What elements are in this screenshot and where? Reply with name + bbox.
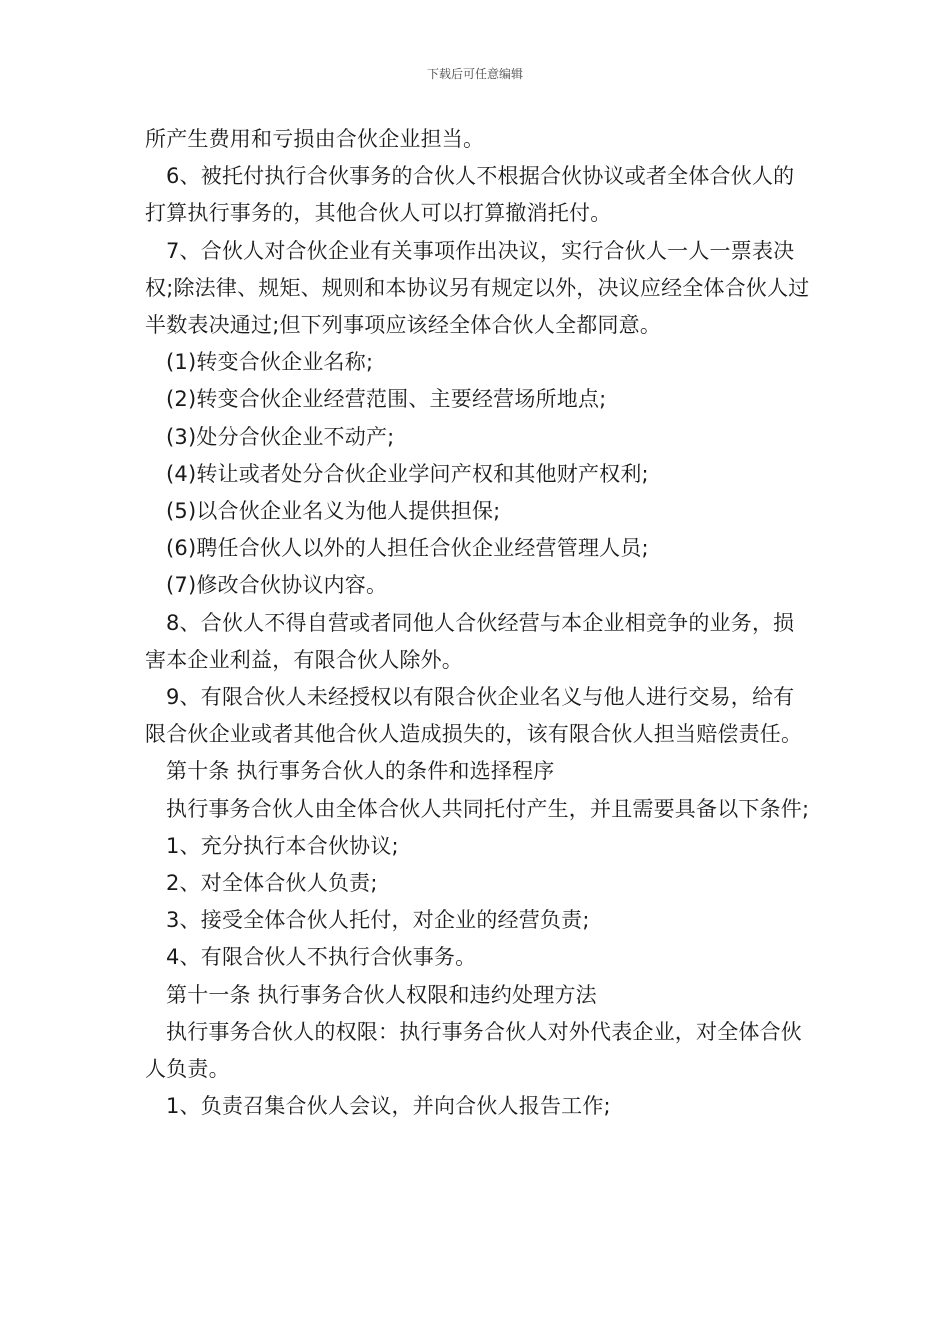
list-item-4: (4)转让或者处分合伙企业学问产权和其他财产权利; — [166, 461, 649, 486]
paragraph-item-8: 8、合伙人不得自营或者同他人合伙经营与本企业相竞争的业务，损害本企业利益，有限合伙人除外。 — [145, 610, 795, 672]
list-item-5: (5)以合伙企业名义为他人提供担保; — [166, 499, 501, 524]
list-item-2: (2)转变合伙企业经营范围、主要经营场所地点; — [166, 387, 607, 412]
condition-item-4: 4、有限合伙人不执行合伙事务。 — [166, 945, 477, 970]
article-11-intro: 执行事务合伙人的权限：执行事务合伙人对外代表企业，对全体合伙人负责。 — [145, 1019, 802, 1082]
paragraph-item-6: 6、被托付执行合伙事务的合伙人不根据合伙协议或者全体合伙人的打算执行事务的，其他合伙人可以打算撤消托付。 — [145, 164, 795, 226]
article-11-heading: 第十一条 执行事务合伙人权限和违约处理方法 — [166, 982, 597, 1007]
list-item-3: (3)处分合伙企业不动产; — [166, 424, 395, 449]
page-header-note: 下载后可任意编辑 — [426, 67, 523, 81]
list-item-1: (1)转变合伙企业名称; — [166, 350, 374, 375]
condition-item-1: 1、充分执行本合伙协议; — [166, 833, 399, 858]
condition-item-3: 3、接受全体合伙人托付，对企业的经营负责; — [166, 908, 590, 933]
paragraph-item-9: 9、有限合伙人未经授权以有限合伙企业名义与他人进行交易，给有限合伙企业或者其他合伙人造成损失的，该有限合伙人担当赔偿责任。 — [145, 685, 803, 747]
article-10-heading: 第十条 执行事务合伙人的条件和选择程序 — [166, 759, 555, 784]
list-item-6: (6)聘任合伙人以外的人担任合伙企业经营管理人员; — [166, 536, 649, 561]
authority-item-1: 1、负责召集合伙人会议，并向合伙人报告工作; — [166, 1094, 611, 1119]
paragraph-continuation: 所产生费用和亏损由合伙企业担当。 — [145, 127, 485, 151]
paragraph-item-7: 7、合伙人对合伙企业有关事项作出决议，实行合伙人一人一票表决权;除法律、规矩、规则和本协议另有规定以外，决议应经全体合伙人过半数表决通过;但下列事项应该经全体合伙人全都同意。 — [145, 238, 810, 338]
article-10-intro: 执行事务合伙人由全体合伙人共同托付产生，并且需要具备以下条件; — [166, 796, 810, 821]
document-body — [145, 121, 810, 1125]
list-item-7: (7)修改合伙协议内容。 — [166, 573, 388, 598]
condition-item-2: 2、对全体合伙人负责; — [166, 871, 378, 896]
